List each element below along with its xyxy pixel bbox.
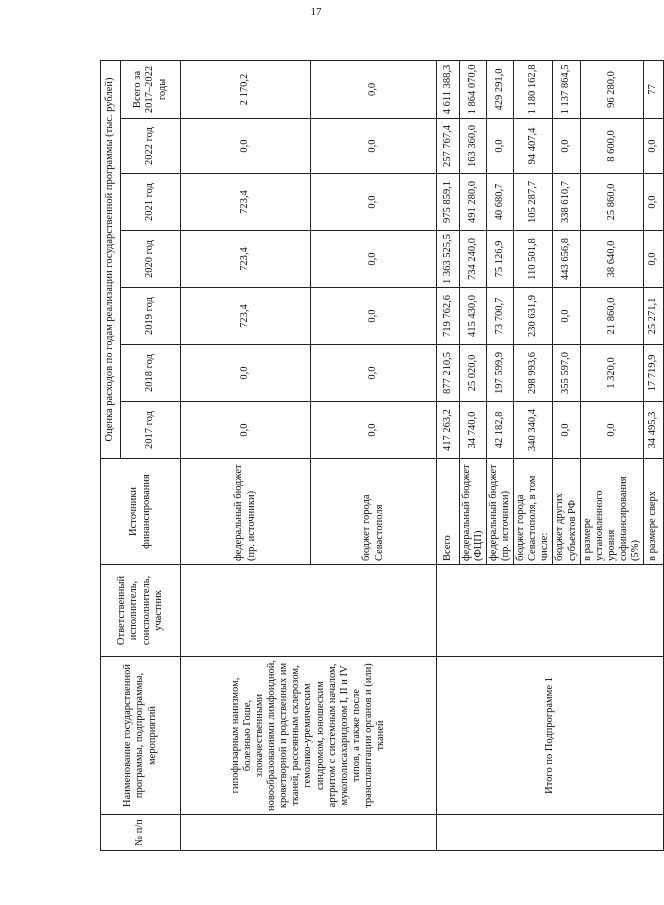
value-cell: 338 610,7: [553, 174, 580, 231]
value-cell: 2 170,2: [181, 60, 311, 118]
value-cell: 0,0: [643, 231, 663, 288]
value-cell: 94 407,4: [514, 119, 553, 174]
value-cell: 0,0: [553, 119, 580, 174]
value-cell: 0,0: [487, 119, 514, 174]
event-name: гипофизарным нанизмом, болезнью Гоше, злокачественными новообразованиями лимфоидной, кроветворной и родственных им тканей, рассеянным склерозом, гемолико-уремическим синдромом, юношеским артритом с системным началом, мукополисахаридозом I, II и IV типов, а также после трансплантации органов и (или) тканей: [181, 657, 437, 815]
value-cell: 1 864 070,0: [460, 60, 487, 118]
header-year: 2018 год: [121, 345, 181, 402]
table-row: [181, 60, 311, 850]
value-cell: 975 859,1: [437, 174, 460, 231]
value-cell: 163 360,0: [460, 119, 487, 174]
value-cell: 4 611 388,3: [437, 60, 460, 118]
value-cell: 723,4: [181, 174, 311, 231]
value-cell: 17 719,9: [643, 345, 663, 402]
value-cell: 25 860,0: [580, 174, 643, 231]
rotated-page: [100, 61, 659, 851]
value-cell: 0,0: [311, 174, 437, 231]
row-num: [437, 815, 664, 851]
value-cell: 0,0: [643, 174, 663, 231]
page-number: 17: [310, 6, 322, 18]
value-cell: 0,0: [553, 402, 580, 459]
value-cell: 429 291,0: [487, 60, 514, 118]
header-name: Наименование государственной программы, подпрограммы, мероприятий: [101, 657, 181, 815]
value-cell: 197 599,9: [487, 345, 514, 402]
total-responsible: [437, 565, 664, 657]
value-cell: 1 363 525,5: [437, 231, 460, 288]
value-cell: 8 600,0: [580, 119, 643, 174]
total-name: Итого по Подпрограмме 1: [437, 657, 664, 815]
value-cell: 38 640,0: [580, 231, 643, 288]
budget-table: [100, 60, 664, 851]
header-row-1: [101, 60, 121, 850]
value-cell: 1 180 162,8: [514, 60, 553, 118]
source-cell: Всего: [437, 459, 460, 565]
value-cell: 0,0: [580, 402, 643, 459]
source-cell: в размере сверх: [643, 459, 663, 565]
value-cell: 73 700,7: [487, 288, 514, 345]
value-cell: 105 287,7: [514, 174, 553, 231]
value-cell: 257 767,4: [437, 119, 460, 174]
value-cell: 1 320,0: [580, 345, 643, 402]
header-source: Источники финансирования: [101, 459, 181, 565]
source-cell: бюджет города Севастополя, в том числе:: [514, 459, 553, 565]
value-cell: 0,0: [643, 119, 663, 174]
value-cell: 491 280,0: [460, 174, 487, 231]
value-cell: 0,0: [311, 345, 437, 402]
value-cell: 877 210,5: [437, 345, 460, 402]
value-cell: 21 860,0: [580, 288, 643, 345]
value-cell: 0,0: [311, 231, 437, 288]
header-year: 2017 год: [121, 402, 181, 459]
source-cell: в размере установленного уровня софинансирования (5%): [580, 459, 643, 565]
source-cell: бюджет города Севастополя: [311, 459, 437, 565]
header-num: № п/п: [101, 815, 181, 851]
value-cell: 110 501,8: [514, 231, 553, 288]
value-cell: 719 762,6: [437, 288, 460, 345]
value-cell: 34 495,3: [643, 402, 663, 459]
row-num: [181, 815, 437, 851]
value-cell: 415 430,0: [460, 288, 487, 345]
source-cell: федеральный бюджет (пр. источники): [487, 459, 514, 565]
header-year: 2020 год: [121, 231, 181, 288]
value-cell: 723,4: [181, 231, 311, 288]
value-cell: 0,0: [181, 345, 311, 402]
header-total: Всего за 2017–2022 годы: [121, 60, 181, 118]
header-year: 2019 год: [121, 288, 181, 345]
source-cell: федеральный бюджет (ФЦП): [460, 459, 487, 565]
value-cell: 230 631,9: [514, 288, 553, 345]
value-cell: 723,4: [181, 288, 311, 345]
value-cell: 0,0: [553, 288, 580, 345]
value-cell: 77: [643, 60, 663, 118]
value-cell: 75 126,9: [487, 231, 514, 288]
value-cell: 25 020,0: [460, 345, 487, 402]
value-cell: 340 340,4: [514, 402, 553, 459]
header-year: 2021 год: [121, 174, 181, 231]
value-cell: 0,0: [311, 402, 437, 459]
table-row: [437, 60, 460, 850]
header-expense-estimate: Оценка расходов по годам реализации государственной программы (тыс. рублей): [101, 60, 121, 458]
value-cell: 355 597,0: [553, 345, 580, 402]
value-cell: 96 280,0: [580, 60, 643, 118]
header-year: 2022 год: [121, 119, 181, 174]
source-cell: федеральный бюджет (пр. источники): [181, 459, 311, 565]
value-cell: 0,0: [311, 119, 437, 174]
value-cell: 298 993,6: [514, 345, 553, 402]
header-responsible: Ответственный исполнитель, соисполнитель, участник: [101, 565, 181, 657]
value-cell: 0,0: [181, 402, 311, 459]
event-responsible: [181, 565, 437, 657]
value-cell: 42 182,8: [487, 402, 514, 459]
value-cell: 0,0: [311, 288, 437, 345]
value-cell: 34 740,0: [460, 402, 487, 459]
source-cell: бюджет других субъектов РФ: [553, 459, 580, 565]
value-cell: 417 263,2: [437, 402, 460, 459]
value-cell: 0,0: [181, 119, 311, 174]
value-cell: 734 240,0: [460, 231, 487, 288]
value-cell: 40 680,7: [487, 174, 514, 231]
value-cell: 1 137 864,5: [553, 60, 580, 118]
value-cell: 443 656,8: [553, 231, 580, 288]
value-cell: 0,0: [311, 60, 437, 118]
value-cell: 25 271,1: [643, 288, 663, 345]
